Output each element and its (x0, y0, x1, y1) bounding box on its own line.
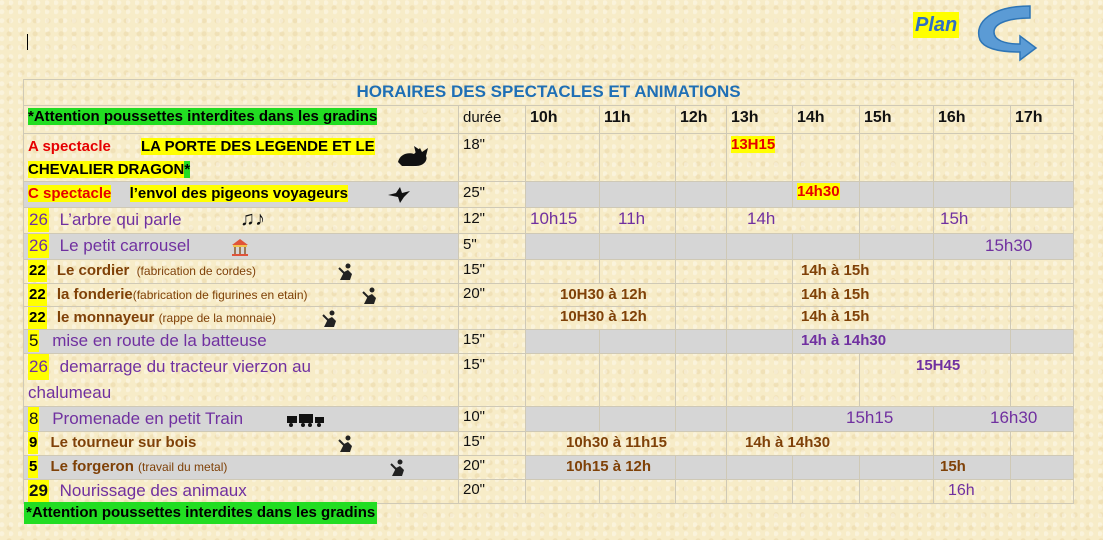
location-number: 29 (29, 481, 48, 500)
activity-detail: (rappe de la monnaie) (158, 311, 276, 325)
duration: 15" (459, 260, 526, 284)
duration: 25" (459, 182, 526, 208)
location-number: 9 (28, 432, 38, 454)
duration: 18" (459, 134, 526, 182)
duration: 15" (459, 330, 526, 354)
show-code: C spectacle (28, 185, 112, 202)
location-number: 22 (28, 307, 47, 329)
header-hour: 11h (600, 106, 676, 134)
time-slot: 14h à 15h (793, 284, 934, 307)
time-slot: 10h15 à 12h (526, 456, 676, 480)
duration: 12" (459, 208, 526, 234)
craftsman-icon (336, 434, 356, 454)
header-hour: 13h (727, 106, 793, 134)
table-title: HORAIRES DES SPECTACLES ET ANIMATIONS (24, 80, 1074, 106)
show-name: l’envol des pigeons voyageurs (129, 185, 348, 202)
activity-name: Le forgeron (50, 458, 134, 475)
time-slot: 16h30 (934, 407, 1074, 432)
location-number: 22 (28, 284, 47, 306)
table-row (24, 432, 1074, 456)
duration: 10" (459, 407, 526, 432)
location-number: 5 (28, 456, 38, 478)
time-slot: 14h (727, 208, 860, 234)
time-slot: 14h à 14h30 (793, 330, 1011, 354)
show-name-line1: LA PORTE DES LEGENDE ET LE (141, 138, 375, 155)
schedule-table (23, 79, 1074, 504)
plan-link[interactable] (912, 2, 1042, 72)
dragon-icon (394, 142, 432, 168)
activity-name: Promenade en petit Train (52, 409, 244, 428)
activity-name: Le petit carrousel (59, 236, 191, 255)
duration: 20" (459, 284, 526, 307)
craftsman-icon (388, 458, 408, 478)
table-row (24, 480, 1074, 504)
header-hour: 12h (676, 106, 727, 134)
time-slot: 15h (934, 208, 1011, 234)
activity-name: Nourissage des animaux (59, 481, 247, 500)
activity-name: Le cordier (56, 262, 130, 279)
header-duree: durée (459, 106, 526, 134)
craftsman-icon (320, 309, 340, 329)
time-slot: 10h15 (526, 208, 600, 234)
train-icon (286, 412, 326, 428)
activity-name: L’arbre qui parle (59, 210, 182, 229)
star-note: * (184, 161, 191, 178)
show-code: A spectacle (28, 138, 111, 155)
time-slot: 10H30 à 12h (526, 284, 676, 307)
activity-detail: (fabrication de cordes) (136, 264, 256, 278)
stroller-warning: *Attention poussettes interdites dans les gradins (28, 108, 378, 125)
bird-icon (386, 185, 412, 205)
table-row (24, 456, 1074, 480)
table-row (24, 354, 1074, 407)
craftsman-icon (360, 286, 380, 306)
location-number: 26 (28, 354, 49, 380)
header-hour: 14h (793, 106, 860, 134)
plan-label[interactable]: Plan (915, 14, 958, 36)
time-slot: 11h (600, 208, 676, 234)
activity-detail: (travail du metal) (138, 460, 228, 474)
header-row (24, 106, 1074, 134)
table-row (24, 307, 1074, 330)
show-name-line2: CHEVALIER DRAGON (28, 161, 185, 178)
location-number: 26 (28, 208, 49, 232)
header-hour: 16h (934, 106, 1011, 134)
duration: 15" (459, 354, 526, 407)
table-row (24, 134, 1074, 182)
time-slot: 10H30 à 12h (526, 307, 676, 330)
activity-name-line2: chalumeau (28, 383, 112, 402)
location-number: 26 (28, 234, 49, 258)
location-number: 22 (28, 260, 47, 282)
time-slot: 15h15 (793, 407, 934, 432)
header-hour: 15h (860, 106, 934, 134)
duration: 15" (459, 432, 526, 456)
location-number: 8 (28, 407, 39, 431)
header-hour: 17h (1011, 106, 1074, 134)
music-notes-icon: ♫♪ (240, 208, 265, 230)
duration (459, 307, 526, 330)
table-row (24, 407, 1074, 432)
time-slot: 15h30 (934, 234, 1074, 260)
activity-name-line1: demarrage du tracteur vierzon au (59, 357, 312, 376)
activity-name: Le tourneur sur bois (50, 434, 197, 451)
table-row (24, 284, 1074, 307)
table-row (24, 208, 1074, 234)
activity-name: la fonderie (56, 286, 133, 303)
text-cursor (27, 34, 28, 50)
activity-detail: (fabrication de figurines en etain) (132, 288, 308, 302)
table-row (24, 330, 1074, 354)
time-slot: 16h (934, 480, 1011, 504)
duration: 20" (459, 456, 526, 480)
time-slot: 15H45 (860, 354, 1011, 407)
curved-arrow-icon[interactable] (968, 2, 1038, 68)
time-slot: 15h (934, 456, 1011, 480)
time-slot: 14h à 15h (793, 307, 934, 330)
carousel-icon (230, 237, 250, 257)
show-time: 14h30 (797, 183, 840, 200)
show-time: 13H15 (731, 136, 776, 153)
table-row (24, 260, 1074, 284)
table-row (24, 182, 1074, 208)
duration: 20" (459, 480, 526, 504)
activity-name: mise en route de la batteuse (52, 331, 267, 350)
footer-stroller-warning: *Attention poussettes interdites dans les gradins (24, 502, 377, 524)
time-slot: 14h à 14h30 (727, 432, 934, 456)
location-number: 5 (29, 331, 39, 350)
table-row (24, 234, 1074, 260)
header-hour: 10h (526, 106, 600, 134)
duration: 5" (459, 234, 526, 260)
time-slot: 14h à 15h (793, 260, 934, 284)
craftsman-icon (336, 262, 356, 282)
activity-name: le monnayeur (56, 309, 155, 326)
time-slot: 10h30 à 11h15 (526, 432, 727, 456)
